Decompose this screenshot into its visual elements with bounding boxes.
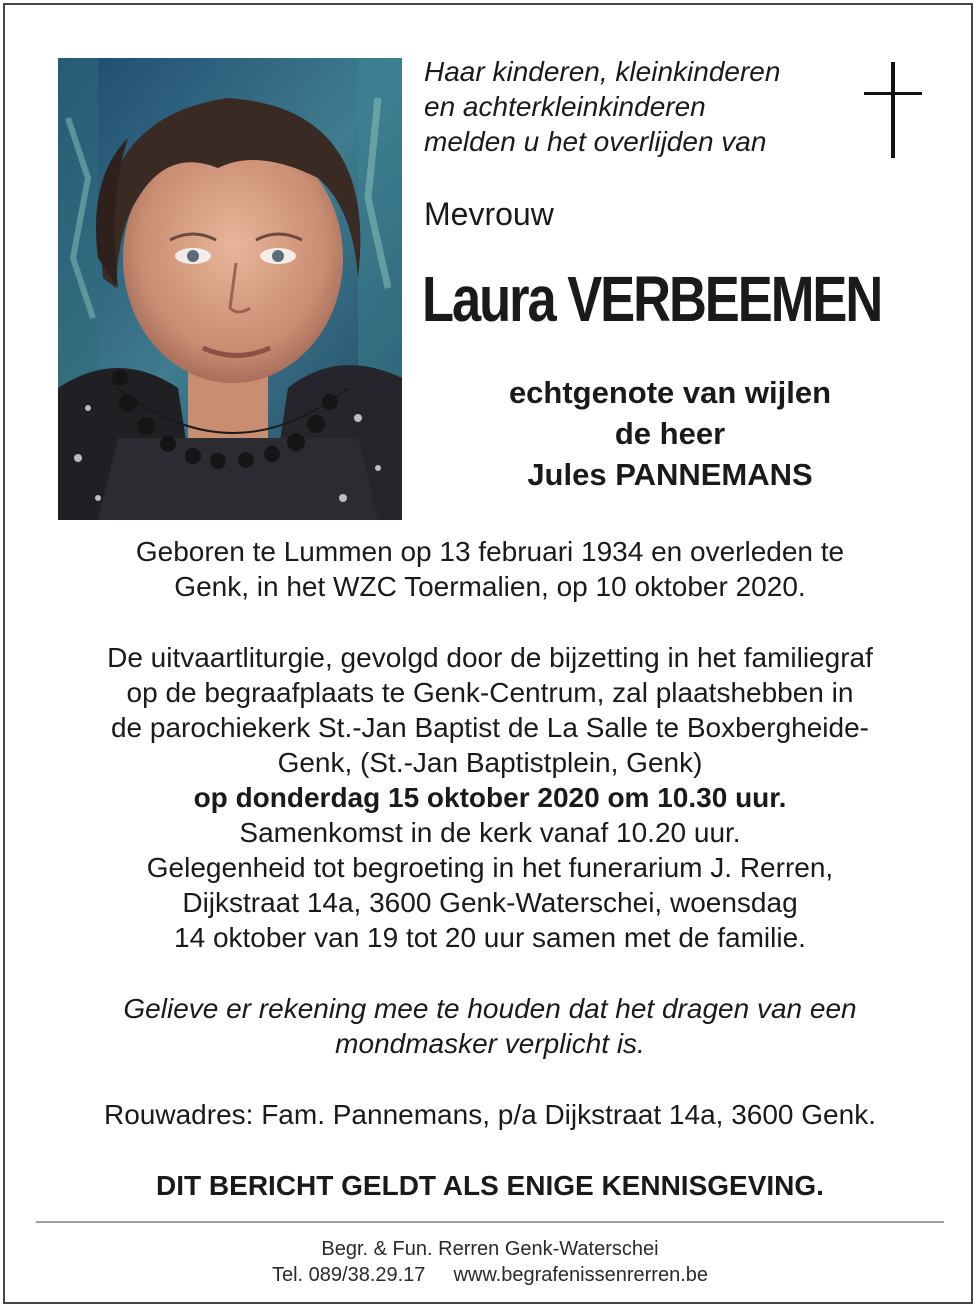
funeral-date: op donderdag 15 oktober 2020 om 10.30 uur. <box>193 782 787 813</box>
announcement-body <box>30 534 950 1132</box>
birth-death-line: Genk, in het WZC Toermalien, op 10 oktober 2020. <box>174 571 806 602</box>
intro-line: Haar kinderen, kleinkinderen <box>424 56 781 87</box>
funeral-line: Genk, (St.-Jan Baptistplein, Genk) <box>277 747 703 778</box>
footer <box>30 1236 950 1288</box>
funeral-home-phone: Tel. 089/38.29.17 <box>271 1264 426 1286</box>
spouse-line: echtgenote van wijlen <box>508 375 832 410</box>
funeral-home-name: Begr. & Fun. Rerren Genk-Waterschei <box>321 1238 659 1260</box>
mask-notice-line: Gelieve er rekening mee te houden dat het dragen van een <box>123 993 857 1024</box>
footer-divider <box>36 1221 944 1223</box>
funeral-line: op de begraafplaats te Genk-Centrum, zal plaatshebben in <box>126 677 854 708</box>
funeral-info-line: Samenkomst in de kerk vanaf 10.20 uur. <box>239 817 741 848</box>
funeral-info-line: Dijkstraat 14a, 3600 Genk-Waterschei, woensdag <box>182 887 798 918</box>
spouse-block <box>420 372 920 495</box>
portrait-photo <box>58 58 402 520</box>
funeral-line: de parochiekerk St.-Jan Baptist de La Salle te Boxbergheide- <box>110 712 869 743</box>
intro-line: melden u het overlijden van <box>424 126 767 157</box>
spouse-line: Jules PANNEMANS <box>527 457 813 492</box>
mourning-address: Rouwadres: Fam. Pannemans, p/a Dijkstraat 14a, 3600 Genk. <box>104 1099 876 1130</box>
funeral-info-line: 14 oktober van 19 tot 20 uur samen met de familie. <box>174 922 806 953</box>
mask-notice-line: mondmasker verplicht is. <box>335 1028 645 1059</box>
official-notice: DIT BERICHT GELDT ALS ENIGE KENNISGEVING. <box>156 1170 824 1201</box>
spouse-line: de heer <box>614 416 726 451</box>
birth-death-line: Geboren te Lummen op 13 februari 1934 en overleden te <box>135 536 845 567</box>
funeral-info-line: Gelegenheid tot begroeting in het funerarium J. Rerren, <box>146 852 834 883</box>
deceased-name: Laura VERBEEMEN <box>422 263 882 335</box>
funeral-line: De uitvaartliturgie, gevolgd door de bijzetting in het familiegraf <box>107 642 873 673</box>
intro-text <box>424 54 780 159</box>
funeral-home-website[interactable]: www.begrafenissenrerren.be <box>453 1264 709 1286</box>
intro-line: en achterkleinkinderen <box>424 91 706 122</box>
cross-icon <box>864 62 922 165</box>
deceased-title: Mevrouw <box>424 196 554 232</box>
